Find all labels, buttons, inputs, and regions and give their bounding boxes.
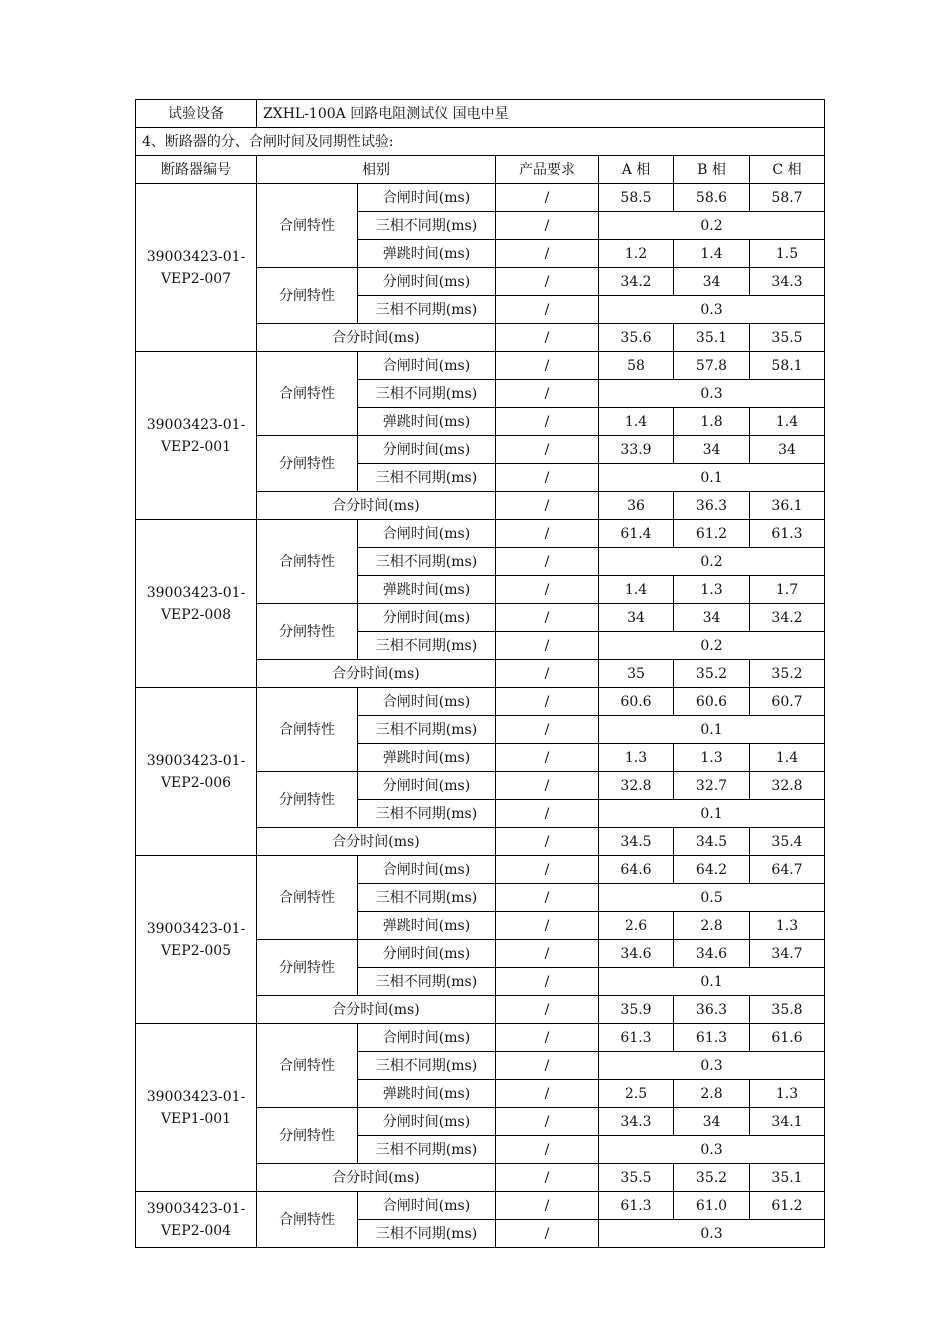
breaker-id	[136, 1192, 257, 1248]
open-time-label: 分闸时间(ms)	[358, 268, 496, 296]
close-open-time-phase-a: 35.5	[599, 1164, 674, 1192]
product-requirement: /	[496, 436, 599, 464]
async-label: 三相不同期(ms)	[358, 548, 496, 576]
close-time-phase-c: 60.7	[750, 688, 825, 716]
bounce-time-label: 弹跳时间(ms)	[358, 408, 496, 436]
close-characteristic-label: 合闸特性	[257, 1192, 358, 1248]
open-time-phase-b: 34	[674, 1108, 750, 1136]
close-open-time-phase-b: 35.1	[674, 324, 750, 352]
header-phase-a: A 相	[599, 156, 674, 184]
product-requirement: /	[496, 184, 599, 212]
close-open-time-phase-c: 35.2	[750, 660, 825, 688]
breaker-id-line1: 39003423-01-	[146, 416, 246, 433]
product-requirement: /	[496, 828, 599, 856]
product-requirement: /	[496, 1220, 599, 1248]
close-time-phase-a: 58	[599, 352, 674, 380]
breaker-id	[136, 856, 257, 1024]
close-time-phase-b: 64.2	[674, 856, 750, 884]
equipment-row	[136, 100, 825, 128]
product-requirement: /	[496, 800, 599, 828]
open-characteristic-label: 分闸特性	[257, 772, 358, 828]
bounce-time-label: 弹跳时间(ms)	[358, 1080, 496, 1108]
product-requirement: /	[496, 296, 599, 324]
close-open-time-label: 合分时间(ms)	[257, 324, 496, 352]
product-requirement: /	[496, 240, 599, 268]
bounce-time-phase-c: 1.4	[750, 408, 825, 436]
breaker-id-line2: VEP2-005	[160, 942, 232, 959]
close-open-time-phase-c: 35.4	[750, 828, 825, 856]
close-time-phase-a: 61.3	[599, 1024, 674, 1052]
async-label: 三相不同期(ms)	[358, 296, 496, 324]
product-requirement: /	[496, 1024, 599, 1052]
close-open-time-label: 合分时间(ms)	[257, 660, 496, 688]
close-open-time-phase-b: 35.2	[674, 660, 750, 688]
open-time-phase-c: 34.7	[750, 940, 825, 968]
open-time-phase-b: 32.7	[674, 772, 750, 800]
product-requirement: /	[496, 856, 599, 884]
product-requirement: /	[496, 520, 599, 548]
open-time-phase-b: 34	[674, 436, 750, 464]
product-requirement: /	[496, 772, 599, 800]
open-time-phase-a: 32.8	[599, 772, 674, 800]
async-label: 三相不同期(ms)	[358, 1052, 496, 1080]
header-row	[136, 156, 825, 184]
open-time-phase-a: 34	[599, 604, 674, 632]
bounce-time-label: 弹跳时间(ms)	[358, 912, 496, 940]
bounce-time-phase-a: 1.4	[599, 408, 674, 436]
close-time-phase-b: 57.8	[674, 352, 750, 380]
product-requirement: /	[496, 380, 599, 408]
product-requirement: /	[496, 660, 599, 688]
open-characteristic-label: 分闸特性	[257, 268, 358, 324]
open-characteristic-label: 分闸特性	[257, 940, 358, 996]
close-characteristic-label: 合闸特性	[257, 184, 358, 268]
close-time-label: 合闸时间(ms)	[358, 520, 496, 548]
section-title: 4、断路器的分、合闸时间及同期性试验:	[136, 128, 825, 156]
close-characteristic-label: 合闸特性	[257, 1024, 358, 1108]
product-requirement: /	[496, 212, 599, 240]
breaker-id-line1: 39003423-01-	[146, 752, 246, 769]
async-label: 三相不同期(ms)	[358, 632, 496, 660]
bounce-time-phase-a: 2.5	[599, 1080, 674, 1108]
test-record-table	[135, 99, 825, 1248]
close-time-phase-a: 61.3	[599, 1192, 674, 1220]
close-open-time-phase-a: 35	[599, 660, 674, 688]
breaker-row	[136, 688, 825, 716]
product-requirement: /	[496, 576, 599, 604]
close-time-phase-b: 61.0	[674, 1192, 750, 1220]
open-async-value: 0.3	[599, 1136, 825, 1164]
breaker-id-line1: 39003423-01-	[146, 1200, 246, 1217]
close-time-phase-c: 61.3	[750, 520, 825, 548]
open-time-label: 分闸时间(ms)	[358, 604, 496, 632]
product-requirement: /	[496, 464, 599, 492]
close-open-time-phase-a: 35.9	[599, 996, 674, 1024]
close-time-phase-b: 60.6	[674, 688, 750, 716]
close-time-label: 合闸时间(ms)	[358, 688, 496, 716]
product-requirement: /	[496, 1192, 599, 1220]
equipment-label: 试验设备	[136, 100, 257, 128]
open-time-phase-c: 32.8	[750, 772, 825, 800]
close-async-value: 0.2	[599, 548, 825, 576]
breaker-id	[136, 688, 257, 856]
open-time-phase-a: 34.3	[599, 1108, 674, 1136]
header-phase-c: C 相	[750, 156, 825, 184]
close-time-label: 合闸时间(ms)	[358, 184, 496, 212]
close-open-time-phase-b: 35.2	[674, 1164, 750, 1192]
breaker-row	[136, 184, 825, 212]
close-time-phase-b: 61.3	[674, 1024, 750, 1052]
close-open-time-phase-b: 36.3	[674, 492, 750, 520]
close-open-time-phase-a: 36	[599, 492, 674, 520]
breaker-id-line2: VEP2-001	[160, 438, 232, 455]
bounce-time-phase-c: 1.5	[750, 240, 825, 268]
close-async-value: 0.3	[599, 1052, 825, 1080]
async-label: 三相不同期(ms)	[358, 968, 496, 996]
breaker-id-line2: VEP2-008	[160, 606, 232, 623]
bounce-time-phase-c: 1.3	[750, 912, 825, 940]
close-time-phase-c: 61.2	[750, 1192, 825, 1220]
async-label: 三相不同期(ms)	[358, 380, 496, 408]
breaker-row	[136, 856, 825, 884]
close-async-value: 0.3	[599, 380, 825, 408]
open-time-phase-c: 34.1	[750, 1108, 825, 1136]
product-requirement: /	[496, 1164, 599, 1192]
open-async-value: 0.2	[599, 632, 825, 660]
breaker-id-line1: 39003423-01-	[146, 248, 246, 265]
breaker-row	[136, 1024, 825, 1052]
open-time-label: 分闸时间(ms)	[358, 436, 496, 464]
open-async-value: 0.1	[599, 968, 825, 996]
close-time-phase-b: 61.2	[674, 520, 750, 548]
open-time-phase-b: 34	[674, 268, 750, 296]
close-time-phase-c: 61.6	[750, 1024, 825, 1052]
product-requirement: /	[496, 632, 599, 660]
breaker-id-line1: 39003423-01-	[146, 920, 246, 937]
close-async-value: 0.2	[599, 212, 825, 240]
close-open-time-phase-a: 35.6	[599, 324, 674, 352]
product-requirement: /	[496, 912, 599, 940]
breaker-row	[136, 1192, 825, 1220]
bounce-time-phase-b: 1.4	[674, 240, 750, 268]
close-open-time-phase-a: 34.5	[599, 828, 674, 856]
breaker-id	[136, 1024, 257, 1192]
product-requirement: /	[496, 884, 599, 912]
close-characteristic-label: 合闸特性	[257, 856, 358, 940]
close-time-phase-b: 58.6	[674, 184, 750, 212]
open-time-phase-c: 34	[750, 436, 825, 464]
breaker-row	[136, 352, 825, 380]
bounce-time-phase-a: 1.3	[599, 744, 674, 772]
async-label: 三相不同期(ms)	[358, 212, 496, 240]
async-label: 三相不同期(ms)	[358, 464, 496, 492]
close-characteristic-label: 合闸特性	[257, 688, 358, 772]
close-characteristic-label: 合闸特性	[257, 352, 358, 436]
close-open-time-label: 合分时间(ms)	[257, 828, 496, 856]
bounce-time-phase-a: 1.2	[599, 240, 674, 268]
open-time-phase-a: 34.2	[599, 268, 674, 296]
breaker-id	[136, 184, 257, 352]
product-requirement: /	[496, 324, 599, 352]
close-async-value: 0.3	[599, 1220, 825, 1248]
close-open-time-phase-c: 35.8	[750, 996, 825, 1024]
product-requirement: /	[496, 968, 599, 996]
open-characteristic-label: 分闸特性	[257, 436, 358, 492]
open-time-phase-b: 34.6	[674, 940, 750, 968]
product-requirement: /	[496, 1052, 599, 1080]
product-requirement: /	[496, 492, 599, 520]
bounce-time-phase-c: 1.4	[750, 744, 825, 772]
product-requirement: /	[496, 604, 599, 632]
open-time-phase-c: 34.3	[750, 268, 825, 296]
breaker-id-line2: VEP2-004	[160, 1222, 232, 1239]
product-requirement: /	[496, 548, 599, 576]
product-requirement: /	[496, 268, 599, 296]
close-time-label: 合闸时间(ms)	[358, 856, 496, 884]
close-async-value: 0.5	[599, 884, 825, 912]
close-time-label: 合闸时间(ms)	[358, 1024, 496, 1052]
close-open-time-label: 合分时间(ms)	[257, 492, 496, 520]
bounce-time-phase-c: 1.7	[750, 576, 825, 604]
bounce-time-phase-b: 1.8	[674, 408, 750, 436]
close-time-phase-a: 58.5	[599, 184, 674, 212]
close-time-label: 合闸时间(ms)	[358, 352, 496, 380]
bounce-time-phase-c: 1.3	[750, 1080, 825, 1108]
close-open-time-label: 合分时间(ms)	[257, 996, 496, 1024]
breaker-id-line1: 39003423-01-	[146, 584, 246, 601]
product-requirement: /	[496, 688, 599, 716]
breaker-id-line1: 39003423-01-	[146, 1088, 246, 1105]
product-requirement: /	[496, 1108, 599, 1136]
breaker-id-line2: VEP2-006	[160, 774, 232, 791]
open-time-label: 分闸时间(ms)	[358, 940, 496, 968]
breaker-id	[136, 352, 257, 520]
open-characteristic-label: 分闸特性	[257, 1108, 358, 1164]
async-label: 三相不同期(ms)	[358, 800, 496, 828]
close-open-time-label: 合分时间(ms)	[257, 1164, 496, 1192]
breaker-row	[136, 520, 825, 548]
product-requirement: /	[496, 996, 599, 1024]
close-time-phase-c: 58.1	[750, 352, 825, 380]
breaker-id-line2: VEP2-007	[160, 270, 232, 287]
bounce-time-phase-b: 2.8	[674, 912, 750, 940]
bounce-time-phase-b: 1.3	[674, 744, 750, 772]
async-label: 三相不同期(ms)	[358, 884, 496, 912]
async-label: 三相不同期(ms)	[358, 1136, 496, 1164]
close-characteristic-label: 合闸特性	[257, 520, 358, 604]
product-requirement: /	[496, 716, 599, 744]
header-phase-b: B 相	[674, 156, 750, 184]
bounce-time-phase-a: 1.4	[599, 576, 674, 604]
close-open-time-phase-b: 36.3	[674, 996, 750, 1024]
product-requirement: /	[496, 1080, 599, 1108]
open-time-label: 分闸时间(ms)	[358, 772, 496, 800]
bounce-time-label: 弹跳时间(ms)	[358, 576, 496, 604]
open-time-phase-c: 34.2	[750, 604, 825, 632]
bounce-time-phase-a: 2.6	[599, 912, 674, 940]
bounce-time-label: 弹跳时间(ms)	[358, 744, 496, 772]
breaker-id	[136, 520, 257, 688]
header-product-req: 产品要求	[496, 156, 599, 184]
bounce-time-phase-b: 1.3	[674, 576, 750, 604]
header-phase-type: 相别	[257, 156, 496, 184]
open-async-value: 0.1	[599, 800, 825, 828]
close-open-time-phase-c: 36.1	[750, 492, 825, 520]
open-characteristic-label: 分闸特性	[257, 604, 358, 660]
bounce-time-label: 弹跳时间(ms)	[358, 240, 496, 268]
async-label: 三相不同期(ms)	[358, 716, 496, 744]
close-async-value: 0.1	[599, 716, 825, 744]
open-time-phase-a: 33.9	[599, 436, 674, 464]
product-requirement: /	[496, 352, 599, 380]
close-time-label: 合闸时间(ms)	[358, 1192, 496, 1220]
close-time-phase-a: 60.6	[599, 688, 674, 716]
product-requirement: /	[496, 744, 599, 772]
close-open-time-phase-c: 35.1	[750, 1164, 825, 1192]
product-requirement: /	[496, 1136, 599, 1164]
open-time-label: 分闸时间(ms)	[358, 1108, 496, 1136]
open-async-value: 0.1	[599, 464, 825, 492]
close-time-phase-a: 64.6	[599, 856, 674, 884]
bounce-time-phase-b: 2.8	[674, 1080, 750, 1108]
open-time-phase-b: 34	[674, 604, 750, 632]
open-async-value: 0.3	[599, 296, 825, 324]
section-title-row	[136, 128, 825, 156]
close-time-phase-c: 58.7	[750, 184, 825, 212]
open-time-phase-a: 34.6	[599, 940, 674, 968]
close-time-phase-c: 64.7	[750, 856, 825, 884]
product-requirement: /	[496, 940, 599, 968]
header-breaker-no: 断路器编号	[136, 156, 257, 184]
close-open-time-phase-b: 34.5	[674, 828, 750, 856]
breaker-id-line2: VEP1-001	[160, 1110, 232, 1127]
equipment-value: ZXHL-100A 回路电阻测试仪 国电中星	[257, 100, 825, 128]
async-label: 三相不同期(ms)	[358, 1220, 496, 1248]
close-open-time-phase-c: 35.5	[750, 324, 825, 352]
product-requirement: /	[496, 408, 599, 436]
close-time-phase-a: 61.4	[599, 520, 674, 548]
